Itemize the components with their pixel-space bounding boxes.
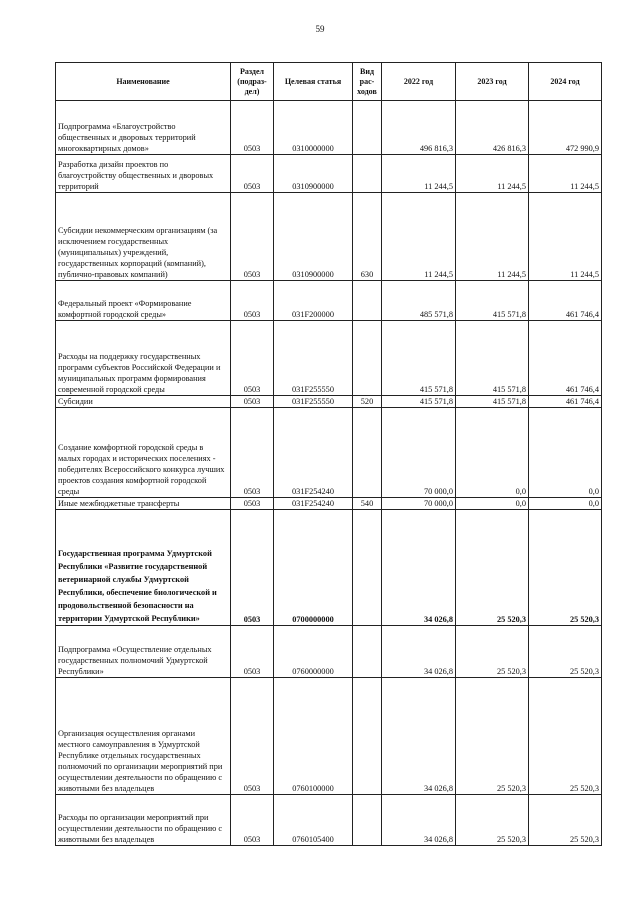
row-expense: [353, 155, 382, 193]
row-section: 0503: [231, 498, 274, 510]
row-section: 0503: [231, 678, 274, 795]
row-2023: 415 571,8: [456, 281, 529, 321]
table-row: [56, 193, 602, 281]
table-row: [56, 510, 602, 626]
table-row: [56, 321, 602, 396]
row-section: 0503: [231, 281, 274, 321]
row-target: 0760105400: [274, 795, 353, 846]
row-name: Расходы на поддержку государственных программ субъектов Российской Федерации и муниципальных программ формирования современной городской среды: [56, 321, 231, 396]
header-target: Целевая статья: [274, 63, 353, 101]
row-2024: 25 520,3: [529, 678, 602, 795]
table-row: [56, 281, 602, 321]
header-2022: 2022 год: [382, 63, 456, 101]
row-section: 0503: [231, 795, 274, 846]
table-row: [56, 626, 602, 678]
row-target: 0310000000: [274, 101, 353, 155]
row-2023: 25 520,3: [456, 626, 529, 678]
row-name: Государственная программа Удмуртской Республики «Развитие государственной ветеринарной службы Удмуртской Республики, обеспечение биологической и продовольственной безопасности на территории Удмуртской Республики»: [56, 510, 231, 626]
row-2022: 11 244,5: [382, 155, 456, 193]
header-section: Раздел (подраз-дел): [231, 63, 274, 101]
row-expense: [353, 626, 382, 678]
row-2022: 34 026,8: [382, 795, 456, 846]
row-expense: [353, 408, 382, 498]
header-2023: 2023 год: [456, 63, 529, 101]
row-2024: 472 990,9: [529, 101, 602, 155]
table-header-row: [56, 63, 602, 101]
header-name: Наименование: [56, 63, 231, 101]
header-expense-type: Вид рас-ходов: [353, 63, 382, 101]
row-2024: 0,0: [529, 408, 602, 498]
row-2022: 70 000,0: [382, 498, 456, 510]
row-target: 0700000000: [274, 510, 353, 626]
row-2023: 0,0: [456, 408, 529, 498]
row-section: 0503: [231, 510, 274, 626]
row-2022: 70 000,0: [382, 408, 456, 498]
row-2022: 34 026,8: [382, 626, 456, 678]
row-section: 0503: [231, 193, 274, 281]
row-target: 0310900000: [274, 155, 353, 193]
row-2022: 34 026,8: [382, 510, 456, 626]
row-name: Расходы по организации мероприятий при осуществлении деятельности по обращению с животными без владельцев: [56, 795, 231, 846]
row-expense: [353, 281, 382, 321]
row-2023: 426 816,3: [456, 101, 529, 155]
row-name: Субсидии: [56, 396, 231, 408]
table-row: [56, 795, 602, 846]
row-name: Субсидии некоммерческим организациям (за исключением государственных (муниципальных) учреждений, государственных корпораций (компаний), публично-правовых компаний): [56, 193, 231, 281]
row-2022: 496 816,3: [382, 101, 456, 155]
row-expense: [353, 795, 382, 846]
row-section: 0503: [231, 101, 274, 155]
table-row: [56, 678, 602, 795]
row-section: 0503: [231, 396, 274, 408]
page-number: 59: [315, 24, 325, 34]
row-2022: 485 571,8: [382, 281, 456, 321]
row-2023: 415 571,8: [456, 321, 529, 396]
row-2023: 25 520,3: [456, 510, 529, 626]
row-name: Федеральный проект «Формирование комфортной городской среды»: [56, 281, 231, 321]
row-2024: 461 746,4: [529, 396, 602, 408]
row-target: 0760000000: [274, 626, 353, 678]
row-2024: 0,0: [529, 498, 602, 510]
row-2024: 461 746,4: [529, 281, 602, 321]
row-name: Иные межбюджетные трансферты: [56, 498, 231, 510]
row-2022: 11 244,5: [382, 193, 456, 281]
row-2023: 11 244,5: [456, 193, 529, 281]
row-expense: [353, 321, 382, 396]
row-expense: 540: [353, 498, 382, 510]
table-row: [56, 396, 602, 408]
row-target: 031F255550: [274, 321, 353, 396]
row-name: Подпрограмма «Благоустройство общественных и дворовых территорий многоквартирных домов»: [56, 101, 231, 155]
row-name: Разработка дизайн проектов по благоустройству общественных и дворовых территорий: [56, 155, 231, 193]
row-target: 0760100000: [274, 678, 353, 795]
row-section: 0503: [231, 408, 274, 498]
row-2022: 34 026,8: [382, 678, 456, 795]
row-2023: 11 244,5: [456, 155, 529, 193]
row-2023: 415 571,8: [456, 396, 529, 408]
row-target: 031F255550: [274, 396, 353, 408]
row-2024: 25 520,3: [529, 795, 602, 846]
row-section: 0503: [231, 321, 274, 396]
row-name: Создание комфортной городской среды в малых городах и исторических поселениях - победителях Всероссийского конкурса лучших проектов создания комфортной городской среды: [56, 408, 231, 498]
row-target: 0310900000: [274, 193, 353, 281]
budget-table: [55, 62, 602, 846]
row-2022: 415 571,8: [382, 396, 456, 408]
table-row: [56, 408, 602, 498]
row-expense: [353, 510, 382, 626]
row-expense: 520: [353, 396, 382, 408]
row-name: Организация осуществления органами местного самоуправления в Удмуртской Республике отдельных государственных полномочий по организации мероприятий при осуществлении деятельности по обращению с животными без владельцев: [56, 678, 231, 795]
row-section: 0503: [231, 155, 274, 193]
row-2024: 11 244,5: [529, 193, 602, 281]
row-2024: 25 520,3: [529, 626, 602, 678]
table-row: [56, 101, 602, 155]
header-2024: 2024 год: [529, 63, 602, 101]
row-expense: 630: [353, 193, 382, 281]
row-section: 0503: [231, 626, 274, 678]
row-target: 031F254240: [274, 498, 353, 510]
row-2023: 0,0: [456, 498, 529, 510]
row-expense: [353, 101, 382, 155]
row-2024: 461 746,4: [529, 321, 602, 396]
table-row: [56, 155, 602, 193]
row-name: Подпрограмма «Осуществление отдельных государственных полномочий Удмуртской Республики»: [56, 626, 231, 678]
row-2022: 415 571,8: [382, 321, 456, 396]
row-2024: 25 520,3: [529, 510, 602, 626]
row-target: 031F254240: [274, 408, 353, 498]
row-2023: 25 520,3: [456, 795, 529, 846]
table-row: [56, 498, 602, 510]
row-2024: 11 244,5: [529, 155, 602, 193]
row-expense: [353, 678, 382, 795]
row-2023: 25 520,3: [456, 678, 529, 795]
row-target: 031F200000: [274, 281, 353, 321]
